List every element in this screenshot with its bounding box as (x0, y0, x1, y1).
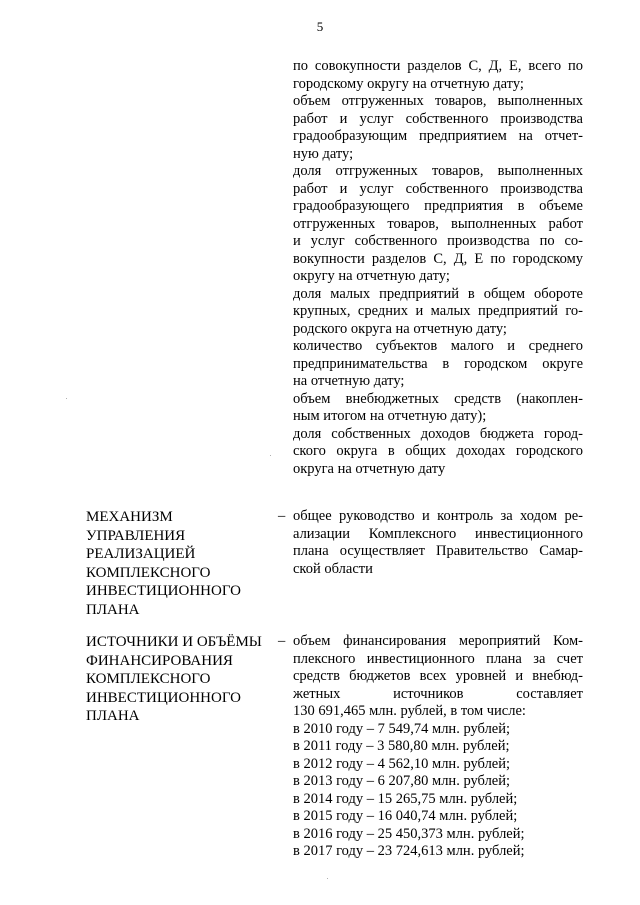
sources-text-line: в 2013 году – 6 207,80 млн. рублей; (293, 773, 511, 789)
indicator-line: округу на отчетную дату; (293, 268, 450, 284)
indicators-list (293, 58, 583, 478)
indicator-line: ную дату; (293, 145, 354, 162)
sources-text-line: объем финансирования мероприятий Ком- (293, 633, 583, 649)
sources-text-line: в 2014 году – 15 265,75 млн. рублей; (293, 790, 518, 807)
mechanism-text (293, 508, 583, 578)
sources-text-line: в 2010 году – 7 549,74 млн. рублей; (293, 720, 511, 737)
sources-text-line: в 2017 году – 23 724,613 млн. рублей; (293, 843, 525, 859)
indicator-line: количество субъектов малого и среднего (293, 338, 583, 354)
mechanism-dash: – (278, 508, 286, 524)
sources-text-line: плексного инвестиционного плана за счет (293, 650, 583, 667)
sources-label-line: ИСТОЧНИКИ И ОБЪЁМЫ (86, 634, 262, 650)
indicator-line: градообразующим предприятием на отчет- (293, 128, 583, 144)
indicator-line: крупных, средних и малых предприятий го- (293, 303, 583, 319)
page-number: 5 (316, 19, 324, 34)
sources-label-line: ФИНАНСИРОВАНИЯ (86, 652, 233, 669)
mechanism-label-line: ПЛАНА (86, 601, 140, 618)
sources-label-line: ПЛАНА (86, 708, 140, 724)
mechanism-text-line: общее руководство и контроль за ходом ре- (293, 508, 583, 524)
indicator-line: градообразующего предприятия в объеме (293, 198, 583, 214)
indicator-line: доля малых предприятий в общем обороте (293, 285, 583, 302)
indicator-line: работ и услуг собственного производства (293, 180, 583, 197)
indicator-line: вокупности разделов С, Д, Е по городскому (293, 250, 583, 267)
sources-text-line: в 2016 году – 25 450,373 млн. рублей; (293, 825, 525, 842)
indicator-line: объем внебюджетных средств (накоплен- (293, 390, 583, 407)
indicator-line: ского округа в общих доходах городского (293, 443, 583, 459)
mechanism-text-line: плана осуществляет Правительство Самар- (293, 543, 583, 559)
indicator-line: работ и услуг собственного производства (293, 110, 583, 127)
sources-text-line: средств бюджетов всех уровней и внебюд- (293, 668, 583, 684)
sources-text-line: в 2012 году – 4 562,10 млн. рублей; (293, 755, 511, 772)
sources-text-line: жетных источников составляет (293, 685, 583, 702)
indicator-line: доля собственных доходов бюджета город- (293, 425, 583, 442)
indicator-line: родского округа на отчетную дату; (293, 320, 507, 337)
scan-speck (327, 878, 328, 879)
indicator-line: объем отгруженных товаров, выполненных (293, 93, 583, 109)
indicator-line: предпринимательства в городском округе (293, 355, 583, 372)
sources-label-line: КОМПЛЕКСНОГО (86, 671, 211, 687)
indicator-line: на отчетную дату; (293, 373, 405, 389)
mechanism-label-line: МЕХАНИЗМ (86, 509, 173, 525)
mechanism-label (86, 508, 276, 619)
mechanism-label-line: УПРАВЛЕНИЯ (86, 527, 186, 544)
indicator-line: ным итогом на отчетную дату); (293, 408, 487, 424)
indicator-line: городскому округу на отчетную дату; (293, 75, 524, 92)
sources-text-line: в 2015 году – 16 040,74 млн. рублей; (293, 808, 518, 824)
mechanism-label-line: КОМПЛЕКСНОГО (86, 564, 211, 581)
mechanism-label-line: ИНВЕСТИЦИОННОГО (86, 583, 241, 599)
indicator-line: округа на отчетную дату (293, 460, 446, 477)
sources-text (293, 633, 583, 861)
sources-text-line: 130 691,465 млн. рублей, в том числе: (293, 703, 526, 719)
indicator-line: отгруженных товаров, выполненных работ (293, 215, 583, 232)
mechanism-text-line: ализации Комплексного инвестиционного (293, 525, 583, 542)
sources-text-line: в 2011 году – 3 580,80 млн. рублей; (293, 738, 510, 754)
indicator-line: по совокупности разделов С, Д, Е, всего по (293, 58, 583, 74)
indicator-line: доля отгруженных товаров, выполненных (293, 163, 583, 179)
sources-dash: – (278, 633, 286, 649)
sources-label (86, 633, 276, 726)
scan-speck (66, 398, 67, 399)
mechanism-label-line: РЕАЛИЗАЦИЕЙ (86, 546, 196, 562)
indicator-line: и услуг собственного производства по со- (293, 233, 583, 249)
sources-label-line: ИНВЕСТИЦИОННОГО (86, 689, 241, 706)
mechanism-text-line: ской области (293, 560, 373, 577)
scan-speck (270, 455, 271, 456)
